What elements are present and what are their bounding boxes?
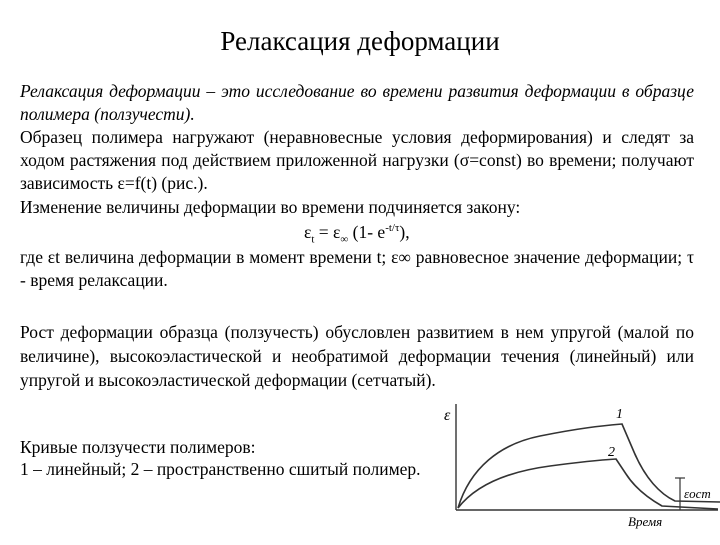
formula-eps: ε — [304, 222, 312, 242]
formula-close: ), — [399, 222, 410, 242]
curve-1 — [458, 424, 720, 508]
figure-caption-legend: 1 – линейный; 2 – пространственно сшитый полимер. — [20, 459, 421, 479]
formula-eps-inf: ε — [333, 222, 341, 242]
formula-sub-t: t — [311, 233, 315, 246]
paragraph-definitions: где εt величина деформации в момент времени t; ε∞ равновесное значение деформации; τ - время релаксации. — [20, 247, 694, 290]
x-axis-label: Время — [628, 514, 663, 529]
curve-1-label: 1 — [616, 407, 623, 422]
paragraph-creep-growth: Рост деформации образца (ползучесть) обусловлен развитием в нем упругой (малой по величине), высокоэластической и необратимой деформации течения (линейный) или упругой и высокоэластической деформации (сетчатый). — [20, 322, 694, 390]
formula-sub-inf: ∞ — [340, 233, 349, 246]
eps-residual-label: εост — [684, 486, 711, 501]
y-axis-label: ε — [444, 407, 451, 424]
curve-2-label: 2 — [608, 445, 615, 460]
formula-exponent: -t/τ — [385, 222, 400, 235]
paragraph-law: Изменение величины деформации во времени подчиняется закону: — [20, 197, 521, 217]
paragraph-sample-loading: Образец полимера нагружают (неравновесные условия деформирования) и следят за ходом растяжения под действием приложенной нагрузки (σ=const) во времени; получают зависимость ε=f(t) (рис.). — [20, 127, 694, 193]
intro-italic-paragraph: Релаксация деформации – это исследование во времени развития деформации в образце полимера (ползучести). — [20, 81, 694, 124]
formula — [304, 222, 410, 246]
formula-eq: = — [314, 222, 334, 242]
figure-caption: Кривые ползучести полимеров: — [20, 437, 256, 457]
formula-open: (1- e — [348, 222, 386, 242]
creep-curves-figure — [430, 398, 720, 540]
creep-curves-svg — [430, 398, 720, 540]
page-title: Релаксация деформации — [220, 26, 500, 56]
